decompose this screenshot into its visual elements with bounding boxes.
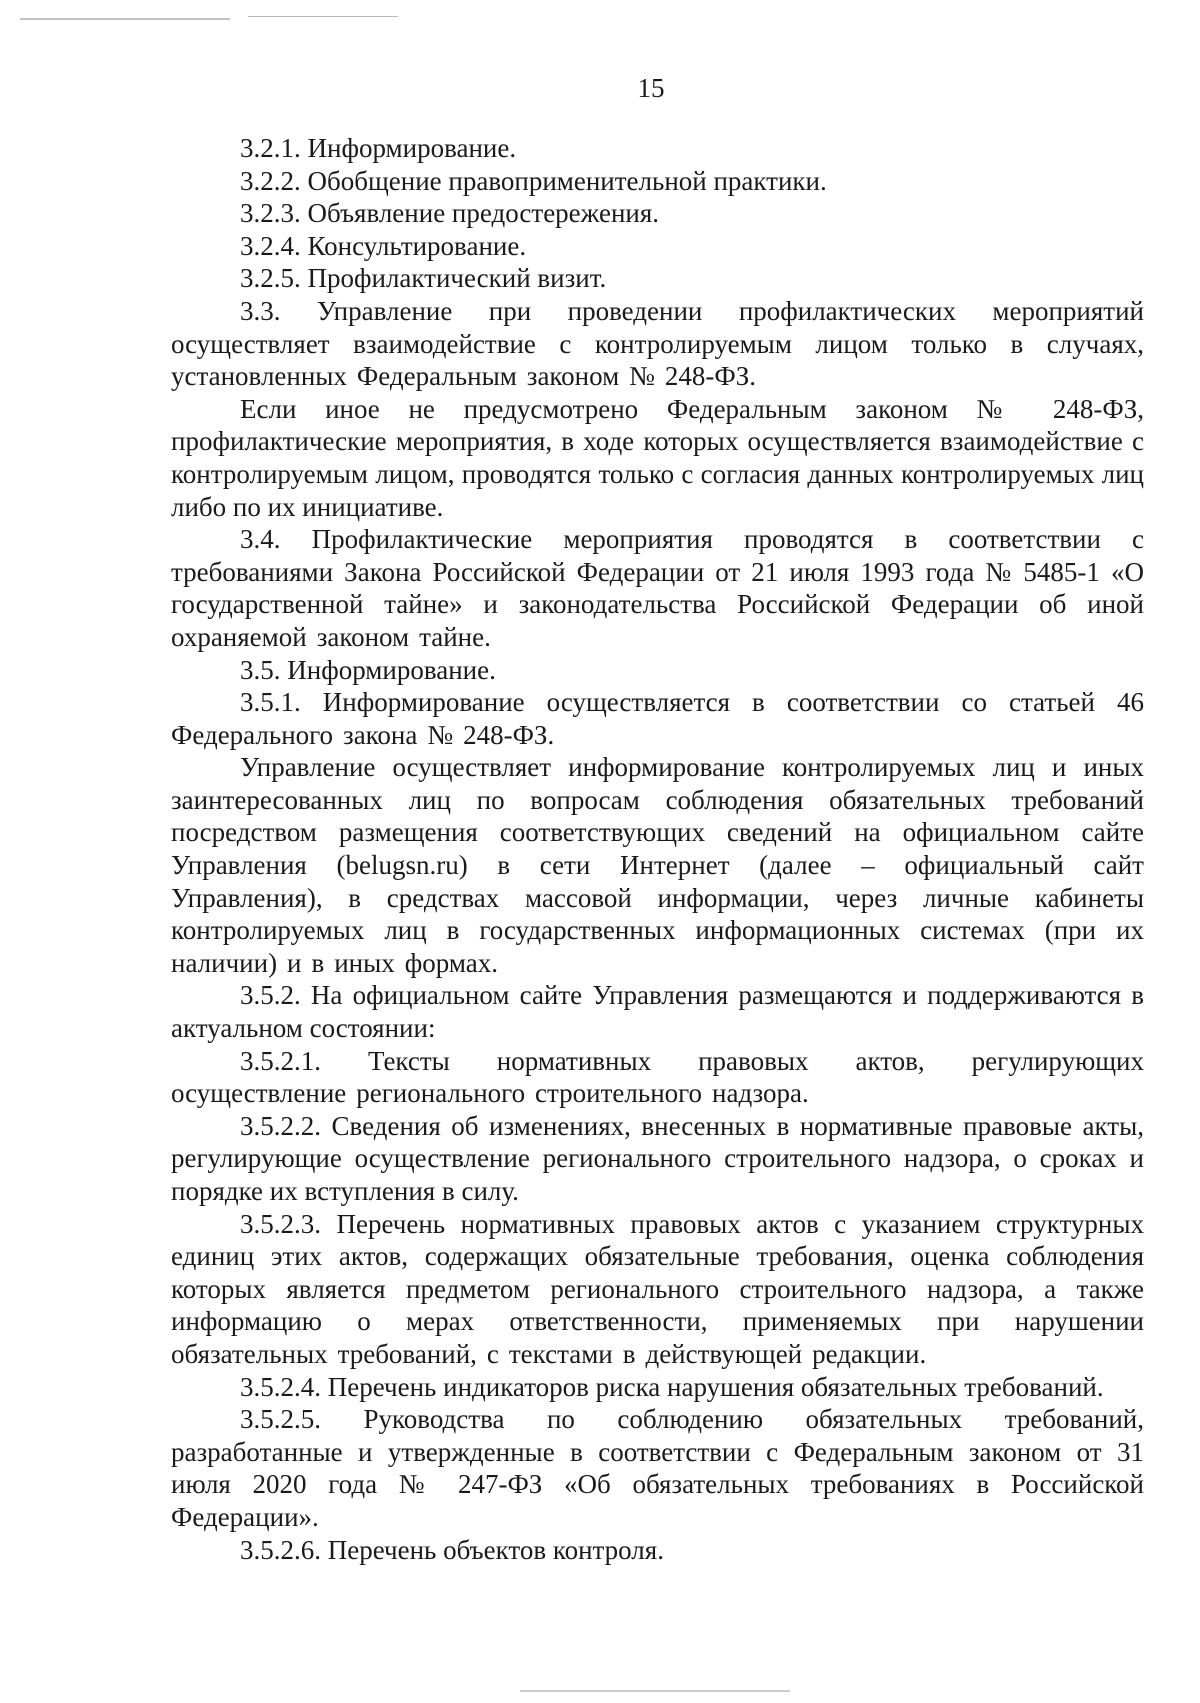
clause-3-3-paragraph: Если иное не предусмотрено Федеральным законом № 248-ФЗ, профилактические мероприятия, в ходе которых осуществляется взаимодействие с контролируемым лицом, проводятся только с согласия данных контролируемых лиц либо по их инициативе. <box>171 393 1144 522</box>
clause-3-5-2-3: 3.5.2.3. Перечень нормативных правовых актов с указанием структурных единиц этих актов, содержащих обязательные требования, оценка соблюдения которых является предметом регионального строительного надзора, а также информацию о мерах ответственности, применяемых при нарушении обязательных требований, с текстами в действующей редакции. <box>171 1208 1144 1369</box>
clause-3-4: 3.4. Профилактические мероприятия проводятся в соответствии с требованиями Закона Российской Федерации от 21 июля 1993 года № 5485-1 «О государственной тайне» и законодательства Российской Федерации об иной охраняемой законом тайне. <box>171 524 1144 652</box>
clause-3-5-2: 3.5.2. На официальном сайте Управления размещаются и поддерживаются в актуальном состоянии: <box>171 980 1144 1044</box>
list-item-3-2-2: 3.2.2. Обобщение правоприменительной практики. <box>240 165 827 196</box>
clause-3-5-2-1: 3.5.2.1. Тексты нормативных правовых актов, регулирующих осуществление регионального строительного надзора. <box>171 1045 1144 1109</box>
clause-3-5-2-4: 3.5.2.4. Перечень индикаторов риска нарушения обязательных требований. <box>240 1371 1104 1402</box>
clause-3-5-1: 3.5.1. Информирование осуществляется в соответствии со статьей 46 Федерального закона № 248-ФЗ. <box>171 687 1144 750</box>
scan-artifact-line <box>248 16 398 17</box>
clause-3-5-2-2: 3.5.2.2. Сведения об изменениях, внесенных в нормативные правовые акты, регулирующие осуществление регионального строительного надзора, о сроках и порядке их вступления в силу. <box>171 1110 1144 1206</box>
clause-3-5-2-5: 3.5.2.5. Руководства по соблюдению обязательных требований, разработанные и утвержденные в соответствии с Федеральным законом от 31 июля 2020 года № 247-ФЗ «Об обязательных требованиях в Российской Федерации». <box>171 1404 1144 1532</box>
clause-3-5: 3.5. Информирование. <box>240 654 496 685</box>
clause-3-5-1-paragraph: Управление осуществляет информирование контролируемых лиц и иных заинтересованных лиц по вопросам соблюдения обязательных требований посредством размещения соответствующих сведений на официальном сайте Управления (belugsn.ru) в сети Интернет (далее – официальный сайт Управления), в средствах массовой информации, через личные кабинеты контролируемых лиц в государственных информационных системах (при их наличии) и в иных формах. <box>171 752 1144 978</box>
scan-artifact-line <box>20 18 230 20</box>
clause-3-5-2-6: 3.5.2.6. Перечень объектов контроля. <box>240 1534 664 1565</box>
list-item-3-2-1: 3.2.1. Информирование. <box>240 133 517 163</box>
list-item-3-2-5: 3.2.5. Профилактический визит. <box>240 263 607 294</box>
document-body <box>171 132 1144 1566</box>
clause-3-3: 3.3. Управление при проведении профилактических мероприятий осуществляет взаимодействие с контролируемым лицом только в случаях, установленных Федеральным законом № 248-ФЗ. <box>171 295 1144 392</box>
scan-artifact-line <box>520 1690 790 1692</box>
page-number: 15 <box>637 73 665 103</box>
list-item-3-2-4: 3.2.4. Консультирование. <box>240 230 527 261</box>
list-item-3-2-3: 3.2.3. Объявление предостережения. <box>240 198 660 229</box>
